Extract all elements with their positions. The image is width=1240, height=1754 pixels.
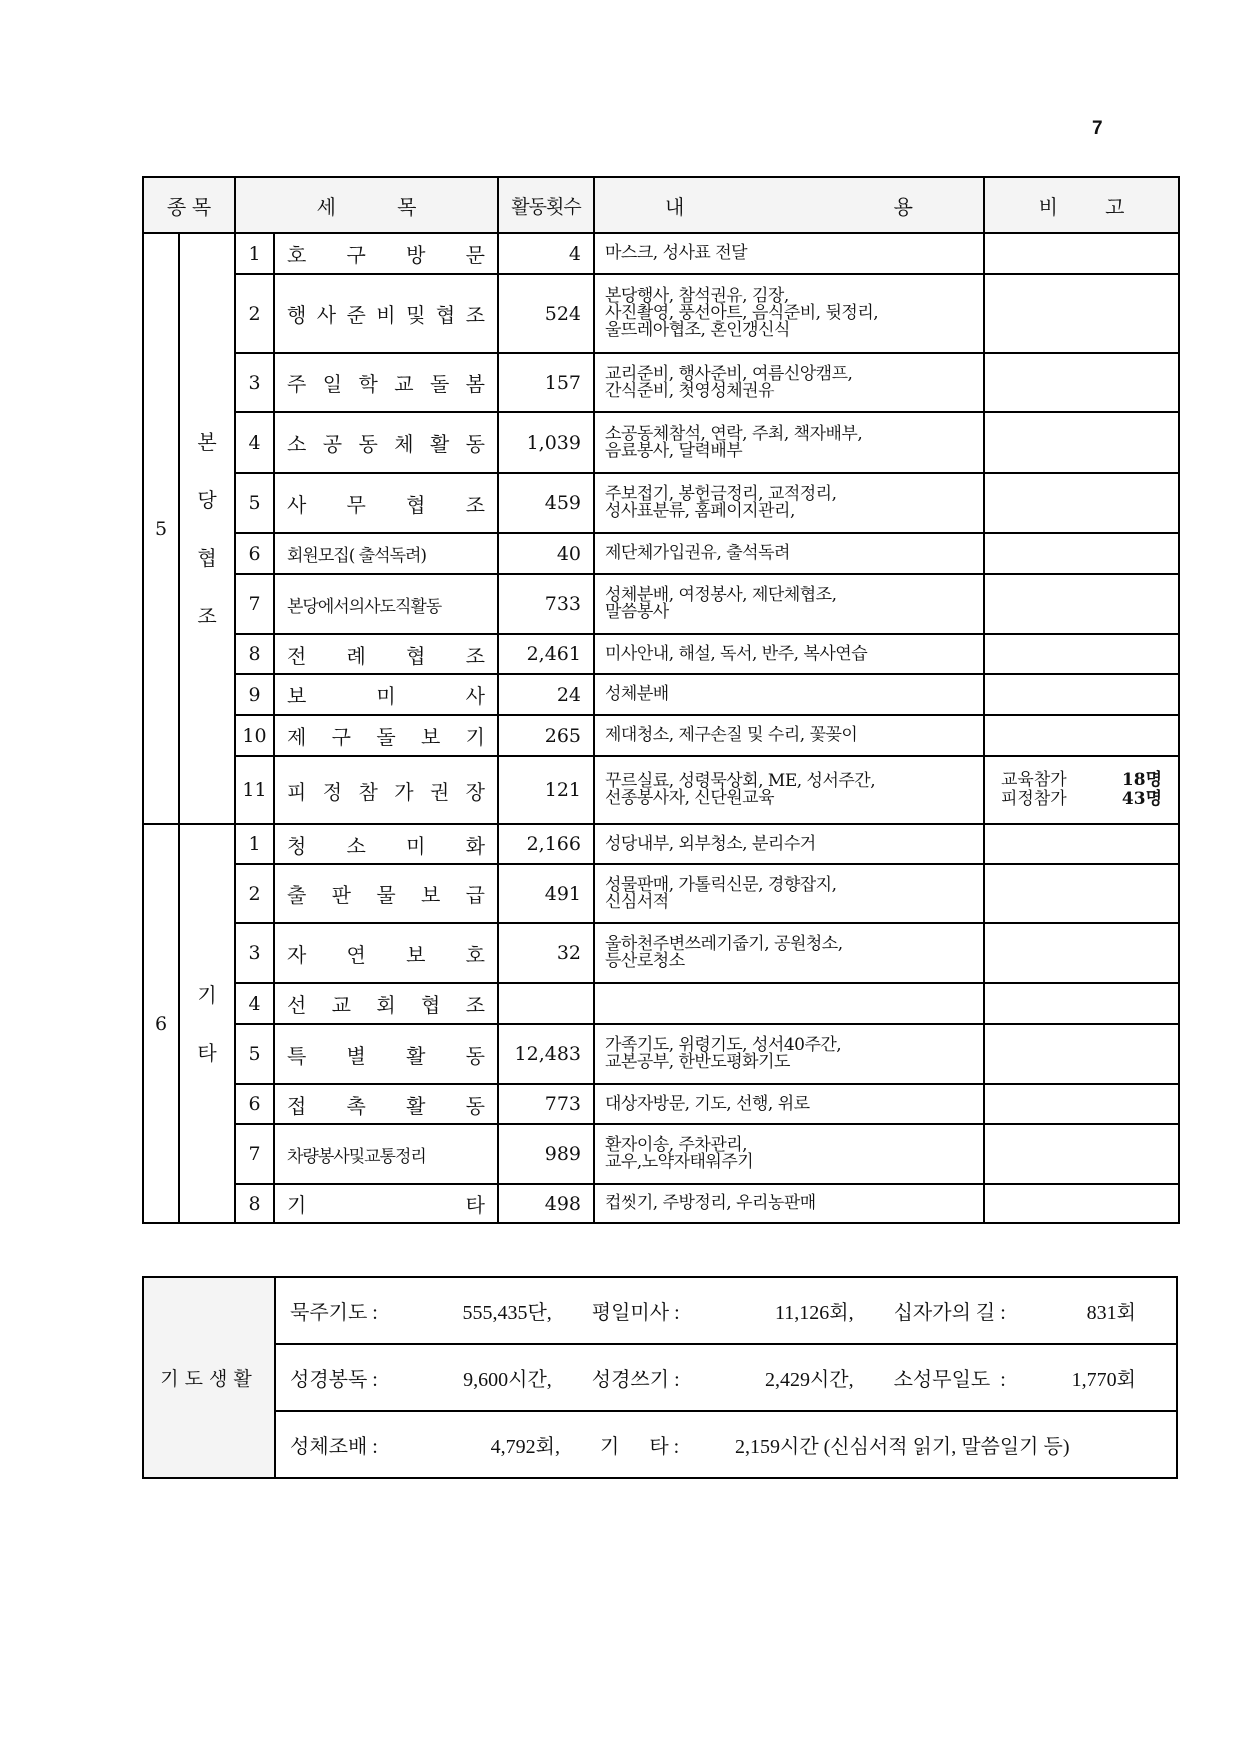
- header-content: 내 용: [594, 177, 984, 233]
- remarks: [984, 1024, 1179, 1084]
- prayer-life-body: [143, 1277, 1177, 1478]
- row-index: 4: [235, 983, 274, 1024]
- subitem-label: 주 일 학 교 돌 봄: [287, 372, 485, 396]
- subitem-label: 호 구 방 문: [287, 243, 485, 267]
- prayer-stat-value: 831회: [1086, 1302, 1136, 1324]
- subitem-label: 출 판 물 보 급: [287, 883, 485, 907]
- subitem-label: 사 무 협 조: [287, 492, 485, 517]
- activity-content: [594, 274, 984, 353]
- row-index: 6: [235, 533, 274, 574]
- activity-count: 4: [498, 233, 594, 274]
- row-subitem: [274, 1024, 498, 1084]
- subitem-label: 접 촉 활 동: [287, 1093, 485, 1118]
- content-line: 제단체가입권유, 출석독려: [605, 543, 790, 563]
- table-row: [143, 983, 1179, 1024]
- subitem-label: 제 구 돌 보 기: [287, 725, 485, 749]
- table-row: [143, 1084, 1179, 1124]
- activity-content: [594, 574, 984, 634]
- row-index: 3: [235, 923, 274, 983]
- activity-content: [594, 983, 984, 1024]
- header-count: 활동횟수: [498, 177, 594, 233]
- subitem-label: 소 공 동 체 활 동: [287, 432, 485, 456]
- remark-line: [1001, 790, 1162, 809]
- table-row: [143, 824, 1179, 864]
- subitem-label: 특 별 활 동: [287, 1043, 485, 1068]
- subitem-label: 선 교 회 협 조: [287, 993, 485, 1017]
- activity-count: 524: [498, 274, 594, 353]
- remarks: [984, 574, 1179, 634]
- activity-count: 733: [498, 574, 594, 634]
- section-number: 6: [143, 824, 179, 1223]
- content-line: 말씀봉사: [605, 602, 669, 622]
- activity-count: 40: [498, 533, 594, 574]
- subitem-label: 자 연 보 호: [287, 942, 485, 967]
- row-index: 3: [235, 353, 274, 412]
- row-subitem: [274, 473, 498, 533]
- activity-content: [594, 1124, 984, 1184]
- row-index: 8: [235, 1184, 274, 1223]
- remarks: [984, 353, 1179, 412]
- row-subitem: [274, 533, 498, 574]
- section-name-char: 타: [197, 1040, 217, 1065]
- content-line: 성체분배, 여정봉사, 제단체협조,: [605, 585, 837, 605]
- activity-content: [594, 864, 984, 923]
- content-line: 성사표분류, 홈페이지관리,: [605, 501, 795, 521]
- activity-count: [498, 983, 594, 1024]
- row-subitem: [274, 864, 498, 923]
- row-index: 4: [235, 412, 274, 473]
- remarks: [984, 1184, 1179, 1223]
- prayer-stat-label: 기 타 :: [600, 1436, 680, 1458]
- content-line: 신심서적: [605, 891, 669, 912]
- remarks: [984, 233, 1179, 274]
- table-header-row: [143, 177, 1179, 233]
- remarks: [984, 983, 1179, 1024]
- table-row: [143, 634, 1179, 674]
- row-index: 5: [235, 1024, 274, 1084]
- table-row: [143, 756, 1179, 824]
- remarks: [984, 864, 1179, 923]
- row-index: 1: [235, 824, 274, 864]
- activity-content: [594, 1184, 984, 1223]
- activity-count: 498: [498, 1184, 594, 1223]
- table-row: [143, 574, 1179, 634]
- activity-content: [594, 533, 984, 574]
- prayer-stat-value: 555,435단,: [462, 1302, 552, 1324]
- activity-content: [594, 412, 984, 473]
- row-index: 10: [235, 715, 274, 756]
- row-subitem: [274, 574, 498, 634]
- prayer-stat-value: 2,159시간 (신심서적 읽기, 말씀일기 등): [735, 1436, 1070, 1458]
- subitem-label: 피 정 참 가 권 장: [287, 779, 485, 804]
- section-name-char: 조: [197, 603, 217, 628]
- remarks: [984, 1124, 1179, 1184]
- prayer-row: [143, 1344, 1177, 1411]
- section-name: [179, 233, 235, 824]
- prayer-stat-label: 소성무일도 :: [893, 1369, 1006, 1391]
- row-index: 9: [235, 674, 274, 715]
- content-line: 제대청소, 제구손질 및 수리, 꽃꽂이: [605, 725, 858, 745]
- content-line: 마스크, 성사표 전달: [605, 243, 748, 263]
- activity-count: 989: [498, 1124, 594, 1184]
- activity-count: 24: [498, 674, 594, 715]
- row-index: 2: [235, 274, 274, 353]
- content-line: 교본공부, 한반도평화기도: [605, 1052, 790, 1072]
- prayer-row: [143, 1411, 1177, 1478]
- row-subitem: [274, 634, 498, 674]
- content-line: 성당내부, 외부청소, 분리수거: [605, 833, 816, 854]
- table-row: [143, 233, 1179, 274]
- subitem-label: 차량봉사및교통정리: [287, 1146, 426, 1167]
- prayer-stat-label: 성체조배 :: [290, 1436, 378, 1458]
- activity-table: [142, 176, 1180, 1224]
- activity-content: [594, 923, 984, 983]
- activity-count: 32: [498, 923, 594, 983]
- content-line: 교우,노약자태워주기: [605, 1152, 754, 1172]
- prayer-stat-label: 성경쓰기 :: [591, 1369, 680, 1391]
- prayer-life-label: 기도생활: [143, 1277, 275, 1478]
- activity-count: 2,461: [498, 634, 594, 674]
- table-row: [143, 353, 1179, 412]
- remark-label: 피정참가: [1001, 789, 1067, 809]
- row-index: 6: [235, 1084, 274, 1124]
- prayer-stat-value: 2,429시간,: [764, 1369, 854, 1391]
- content-line: 소공동체참석, 연락, 주최, 책자배부,: [605, 423, 863, 444]
- table-row: [143, 1124, 1179, 1184]
- remark-value: 43명: [1121, 789, 1162, 809]
- content-line: 교리준비, 행사준비, 여름신앙캠프,: [605, 363, 853, 384]
- activity-content: [594, 824, 984, 864]
- header-subitem: 세 목: [235, 177, 498, 233]
- row-index: 11: [235, 756, 274, 824]
- table-body: [143, 233, 1179, 1223]
- activity-content: [594, 715, 984, 756]
- content-line: 등산로청소: [605, 951, 685, 971]
- content-line: 가족기도, 위령기도, 성서40주간,: [605, 1035, 842, 1055]
- table-row: [143, 274, 1179, 353]
- prayer-stat-label: 십자가의 길 :: [893, 1302, 1006, 1324]
- subitem-label: 회원모집( 출석독려): [287, 546, 427, 566]
- content-line: 미사안내, 해설, 독서, 반주, 복사연습: [605, 643, 868, 664]
- activity-count: 121: [498, 756, 594, 824]
- row-subitem: [274, 353, 498, 412]
- remark-value: 18명: [1121, 770, 1162, 790]
- content-line: 성물판매, 가톨릭신문, 경향잡지,: [605, 874, 837, 895]
- row-subitem: [274, 1084, 498, 1124]
- remarks: [984, 634, 1179, 674]
- header-remarks: 비 고: [984, 177, 1179, 233]
- row-subitem: [274, 233, 498, 274]
- row-subitem: [274, 983, 498, 1024]
- remarks: [984, 923, 1179, 983]
- remarks: [984, 715, 1179, 756]
- row-subitem: [274, 412, 498, 473]
- row-subitem: [274, 674, 498, 715]
- subitem-label: 행 사 준 비 및 협 조: [287, 303, 485, 327]
- prayer-stats: [275, 1411, 1177, 1478]
- page-number: 7: [1092, 118, 1103, 139]
- prayer-stat-label: 묵주기도 :: [290, 1302, 378, 1324]
- activity-count: 12,483: [498, 1024, 594, 1084]
- content-line: 본당행사, 참석권유, 김장,: [605, 286, 789, 306]
- remarks: [984, 473, 1179, 533]
- row-subitem: [274, 824, 498, 864]
- row-index: 8: [235, 634, 274, 674]
- remarks: [984, 533, 1179, 574]
- table-row: [143, 473, 1179, 533]
- content-line: 선종봉사자, 신단원교육: [605, 788, 775, 808]
- row-subitem: [274, 756, 498, 824]
- table-row: [143, 1024, 1179, 1084]
- content-line: 꾸르실료, 성령묵상회, ME, 성서주간,: [605, 771, 876, 791]
- activity-content: [594, 473, 984, 533]
- content-line: 성체분배: [605, 684, 669, 704]
- section-name-char: 협: [197, 545, 217, 570]
- section-name-char: 기: [197, 982, 217, 1007]
- table-row: [143, 1184, 1179, 1223]
- activity-content: [594, 634, 984, 674]
- activity-content: [594, 353, 984, 412]
- row-subitem: [274, 1184, 498, 1223]
- remarks: [984, 1084, 1179, 1124]
- activity-count: 1,039: [498, 412, 594, 473]
- section-name: [179, 824, 235, 1223]
- remarks: [984, 674, 1179, 715]
- content-line: 환자이송, 주차관리,: [605, 1135, 748, 1155]
- subitem-label: 청 소 미 화: [287, 833, 485, 858]
- remarks: [984, 412, 1179, 473]
- table-row: [143, 864, 1179, 923]
- row-index: 7: [235, 574, 274, 634]
- activity-count: 491: [498, 864, 594, 923]
- prayer-stats: [275, 1344, 1177, 1411]
- activity-count: 265: [498, 715, 594, 756]
- table-row: [143, 715, 1179, 756]
- table-row: [143, 412, 1179, 473]
- remarks: [984, 824, 1179, 864]
- activity-content: [594, 1024, 984, 1084]
- row-index: 2: [235, 864, 274, 923]
- section-name-char: 당: [197, 487, 217, 512]
- content-line: 울뜨레아협조, 혼인갱신식: [605, 320, 790, 340]
- prayer-stat-value: 1,770회: [1071, 1369, 1136, 1391]
- activity-content: [594, 233, 984, 274]
- prayer-stat-value: 4,792회,: [490, 1436, 560, 1458]
- activity-count: 459: [498, 473, 594, 533]
- prayer-stats: [275, 1277, 1177, 1344]
- content-line: 음료봉사, 달력배부: [605, 440, 743, 461]
- content-line: 주보접기, 봉헌금정리, 교적정리,: [605, 484, 837, 504]
- content-line: 울하천주변쓰레기줍기, 공원청소,: [605, 934, 843, 954]
- prayer-row: [143, 1277, 1177, 1344]
- row-subitem: [274, 715, 498, 756]
- prayer-stat-label: 성경봉독 :: [290, 1369, 378, 1391]
- activity-count: 773: [498, 1084, 594, 1124]
- prayer-life-table: [142, 1276, 1178, 1479]
- row-subitem: [274, 274, 498, 353]
- row-index: 7: [235, 1124, 274, 1184]
- remarks: [984, 756, 1179, 824]
- remark-label: 교육참가: [1001, 770, 1067, 790]
- subitem-label: 전 례 협 조: [287, 643, 485, 668]
- table-row: [143, 923, 1179, 983]
- content-line: 사진촬영, 풍선아트, 음식준비, 뒷정리,: [605, 303, 879, 323]
- activity-content: [594, 756, 984, 824]
- section-name-char: 본: [197, 429, 217, 454]
- subitem-label: 본당에서의사도직활동: [287, 596, 442, 617]
- content-line: 컵씻기, 주방정리, 우리농판매: [605, 1193, 816, 1213]
- header-category: 종 목: [143, 177, 235, 233]
- prayer-stat-value: 9,600시간,: [463, 1369, 552, 1391]
- row-index: 1: [235, 233, 274, 274]
- prayer-stat-value: 11,126회,: [775, 1302, 854, 1324]
- table-row: [143, 533, 1179, 574]
- prayer-stat-label: 평일미사 :: [591, 1302, 680, 1324]
- subitem-label: 보 미 사: [287, 684, 485, 708]
- content-line: 대상자방문, 기도, 선행, 위로: [605, 1093, 810, 1114]
- row-index: 5: [235, 473, 274, 533]
- remarks: [984, 274, 1179, 353]
- remark-line: [1001, 771, 1162, 790]
- activity-content: [594, 674, 984, 715]
- section-number: 5: [143, 233, 179, 824]
- activity-count: 157: [498, 353, 594, 412]
- subitem-label: 기 타: [287, 1193, 485, 1217]
- content-line: 간식준비, 첫영성체권유: [605, 380, 775, 401]
- activity-content: [594, 1084, 984, 1124]
- activity-count: 2,166: [498, 824, 594, 864]
- table-row: [143, 674, 1179, 715]
- row-subitem: [274, 923, 498, 983]
- row-subitem: [274, 1124, 498, 1184]
